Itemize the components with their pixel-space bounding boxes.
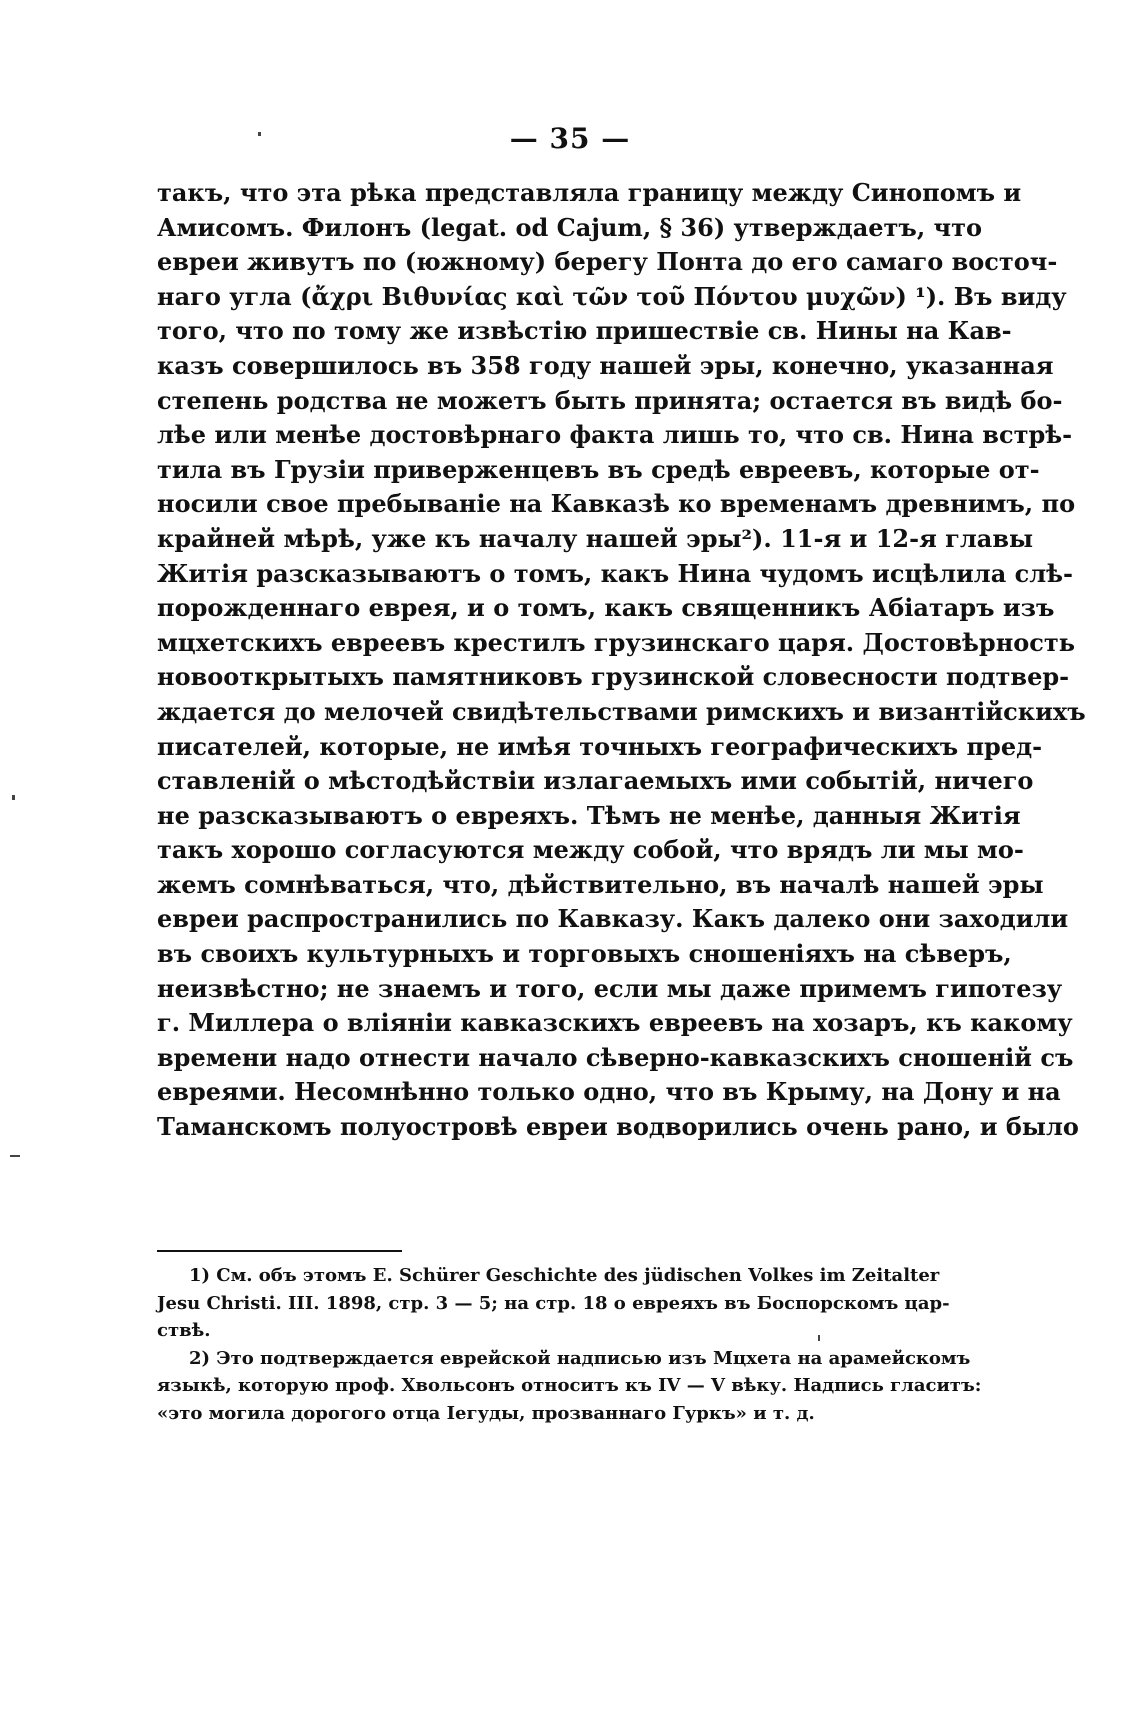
body-line: ждается до мелочей свидѣтельствами римскихъ и византійскихъ (157, 696, 1086, 726)
body-line: жемъ сомнѣваться, что, дѣйствительно, въ началѣ нашей эры (157, 869, 1044, 899)
body-line: носили свое пребываніе на Кавказѣ ко временамъ древнимъ, по (157, 489, 1076, 519)
body-line: порожденнаго еврея, и о томъ, какъ священникъ Абіатаръ изъ (157, 593, 1055, 623)
body-text (157, 176, 1086, 1145)
body-line: г. Миллера о вліяніи кавказскихъ евреевъ на хозаръ, къ какому (157, 1008, 1073, 1038)
footnote-line: «это могила дорогого отца Іегуды, прозваннаго Гуркъ» и т. д. (157, 1402, 815, 1424)
page-number: — 35 — (509, 122, 631, 155)
footnote-line: Jesu Christi. III. 1898, стр. 3 — 5; на стр. 18 о евреяхъ въ Боспорскомъ цар- (157, 1292, 950, 1314)
body-line: евреями. Несомнѣнно только одно, что въ Крыму, на Дону и на (157, 1077, 1061, 1107)
body-line: евреи живутъ по (южному) берегу Понта до его самаго восточ- (157, 247, 1058, 277)
body-line: Таманскомъ полуостровѣ евреи водворились очень рано, и было (157, 1112, 1079, 1142)
body-line: новооткрытыхъ памятниковъ грузинской словесности подтвер- (157, 662, 1070, 692)
footnote-line: языкѣ, которую проф. Хвольсонъ относитъ къ IV — V вѣку. Надпись гласитъ: (157, 1375, 982, 1396)
footnote-line: 1) См. объ этомъ E. Schürer Geschichte des jüdischen Volkes im Zeitalter (189, 1265, 940, 1286)
body-line: неизвѣстно; не знаемъ и того, если мы даже примемъ гипотезу (157, 973, 1063, 1003)
body-line: тила въ Грузіи приверженцевъ въ средѣ евреевъ, которые от- (157, 454, 1040, 484)
footnote-line: ствѣ. (157, 1320, 211, 1341)
body-line: такъ, что эта рѣка представляла границу между Синопомъ и (157, 178, 1022, 207)
body-line: Амисомъ. Филонъ (legat. od Cajum, § 36) утверждаетъ, что (157, 212, 982, 242)
body-line: ставленій о мѣстодѣйствіи излагаемыхъ ими событій, ничего (157, 766, 1034, 796)
body-line: лѣе или менѣе достовѣрнаго факта лишь то, что св. Нина встрѣ- (157, 420, 1073, 450)
body-line: евреи распространились по Кавказу. Какъ далеко они заходили (157, 904, 1069, 934)
scan-speck (10, 1155, 20, 1157)
footnote-line: 2) Это подтверждается еврейской надписью изъ Мцхета на арамейскомъ (189, 1347, 971, 1369)
body-line: Житія разсказываютъ о томъ, какъ Нина чудомъ исцѣлила слѣ- (157, 558, 1073, 588)
footnotes (157, 1262, 982, 1427)
body-line: мцхетскихъ евреевъ крестилъ грузинскаго царя. Достовѣрность (157, 627, 1076, 657)
body-line: такъ хорошо согласуются между собой, что врядъ ли мы мо- (157, 835, 1024, 865)
body-line: въ своихъ культурныхъ и торговыхъ сношеніяхъ на сѣверъ, (157, 939, 1012, 969)
scan-speck (818, 1335, 820, 1341)
body-line: казъ совершилось въ 358 году нашей эры, конечно, указанная (157, 350, 1054, 380)
body-line: того, что по тому же извѣстію пришествіе св. Нины на Кав- (157, 316, 1012, 346)
body-line: степень родства не можетъ быть принята; остается въ видѣ бо- (157, 385, 1063, 415)
body-line: крайней мѣрѣ, уже къ началу нашей эры²). 11-я и 12-я главы (157, 523, 1034, 553)
body-line: писателей, которые, не имѣя точныхъ географическихъ пред- (157, 731, 1043, 761)
body-line: наго угла (ἄχρι Βιθυνίας καὶ τῶν τοῦ Πόντου μυχῶν) ¹). Въ виду (157, 281, 1067, 311)
scan-speck (12, 795, 15, 800)
body-line: не разсказываютъ о евреяхъ. Тѣмъ не менѣе, данныя Житія (157, 800, 1021, 830)
footnote-rule (157, 1250, 402, 1252)
body-line: времени надо отнести начало сѣверно-кавказскихъ сношеній съ (157, 1042, 1074, 1072)
scan-speck (258, 132, 261, 136)
